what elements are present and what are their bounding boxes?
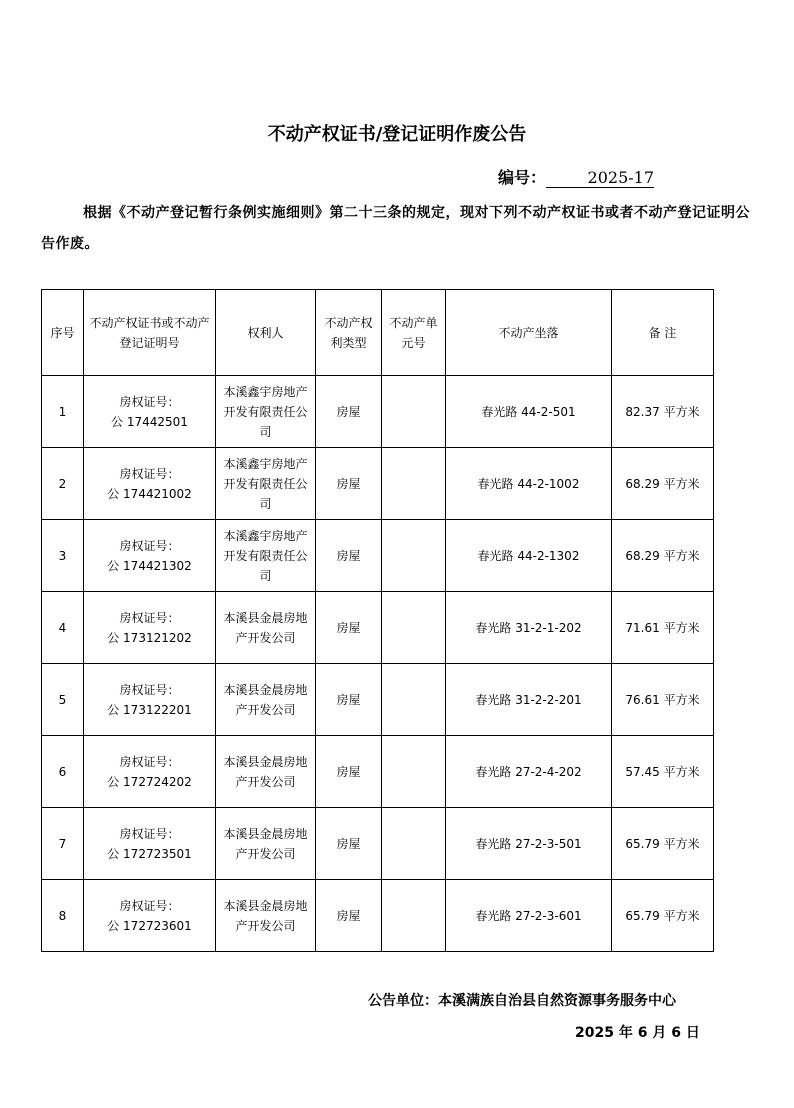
cell-type xyxy=(316,448,382,520)
cell-note xyxy=(612,376,714,448)
cell-unit xyxy=(382,736,446,808)
cell-location-text: 春光路 27-2-4-202 xyxy=(475,764,582,779)
cell-type-text: 房屋 xyxy=(336,620,361,635)
cell-cert xyxy=(84,520,216,592)
cell-note xyxy=(612,448,714,520)
cell-unit xyxy=(382,592,446,664)
cell-type-text: 房屋 xyxy=(336,908,361,923)
cell-location xyxy=(446,448,612,520)
cell-seq xyxy=(42,880,84,952)
cell-note-text: 57.45 平方米 xyxy=(625,764,700,779)
cell-note-text: 65.79 平方米 xyxy=(625,836,700,851)
cell-type-text: 房屋 xyxy=(336,764,361,779)
cell-note-text: 68.29 平方米 xyxy=(625,548,700,563)
cell-cert-text: 公 173122201 xyxy=(107,702,192,717)
cell-location xyxy=(446,880,612,952)
table-row xyxy=(42,592,714,664)
cell-location-text: 春光路 27-2-3-501 xyxy=(475,836,582,851)
cell-type xyxy=(316,376,382,448)
cell-owner xyxy=(216,808,316,880)
notice-date: 2025 年 6 月 6 日 xyxy=(575,1025,700,1041)
cell-cert xyxy=(84,376,216,448)
cell-seq-text: 2 xyxy=(58,476,67,491)
cell-seq-text: 7 xyxy=(58,836,67,851)
cell-note-text: 68.29 平方米 xyxy=(625,476,700,491)
cell-cert-text: 房权证号： xyxy=(119,538,180,553)
cell-location xyxy=(446,664,612,736)
cell-cert-text: 房权证号： xyxy=(119,898,180,913)
cell-owner xyxy=(216,448,316,520)
cell-cert xyxy=(84,664,216,736)
cell-location xyxy=(446,376,612,448)
cell-seq xyxy=(42,808,84,880)
table-row xyxy=(42,808,714,880)
cell-location-text: 春光路 44-2-1002 xyxy=(477,476,580,491)
cell-note xyxy=(612,808,714,880)
cell-cert-text: 房权证号： xyxy=(119,610,180,625)
cell-cert xyxy=(84,880,216,952)
cell-cert-text: 公 172724202 xyxy=(107,774,192,789)
cell-unit xyxy=(382,664,446,736)
header-right-type: 不动产权利类型 xyxy=(316,290,382,376)
cell-note-text: 65.79 平方米 xyxy=(625,908,700,923)
cell-owner xyxy=(216,520,316,592)
cell-seq-text: 8 xyxy=(58,908,67,923)
certificate-table xyxy=(41,289,714,952)
notice-number-value: 2025-17 xyxy=(546,169,654,188)
cell-type xyxy=(316,808,382,880)
cell-type xyxy=(316,880,382,952)
cell-cert-text: 公 174421302 xyxy=(107,558,192,573)
table-row xyxy=(42,376,714,448)
cell-location-text: 春光路 27-2-3-601 xyxy=(475,908,582,923)
cell-seq-text: 4 xyxy=(58,620,67,635)
cell-note-text: 82.37 平方米 xyxy=(625,404,700,419)
cell-owner-text: 本溪县金晨房地产开发公司 xyxy=(223,754,308,789)
cell-location-text: 春光路 31-2-2-201 xyxy=(475,692,582,707)
cell-location-text: 春光路 31-2-1-202 xyxy=(475,620,582,635)
cell-cert-text: 房权证号： xyxy=(119,394,180,409)
cell-owner xyxy=(216,880,316,952)
cell-type-text: 房屋 xyxy=(336,692,361,707)
cell-type xyxy=(316,592,382,664)
cell-type-text: 房屋 xyxy=(336,548,361,563)
notice-number xyxy=(498,165,654,188)
cell-note-text: 76.61 平方米 xyxy=(625,692,700,707)
cell-cert-text: 公 172723601 xyxy=(107,918,192,933)
cell-seq xyxy=(42,664,84,736)
notice-number-label: 编号： xyxy=(498,168,547,187)
cell-cert-text: 公 174421002 xyxy=(107,486,192,501)
cell-location xyxy=(446,736,612,808)
cell-location-text: 春光路 44-2-1302 xyxy=(477,548,580,563)
cell-cert xyxy=(84,448,216,520)
table-header-row xyxy=(42,290,714,376)
cell-owner xyxy=(216,592,316,664)
cell-cert-text: 房权证号： xyxy=(119,682,180,697)
cell-location xyxy=(446,592,612,664)
cell-cert-text: 房权证号： xyxy=(119,826,180,841)
cell-type-text: 房屋 xyxy=(336,476,361,491)
cell-owner xyxy=(216,736,316,808)
cell-unit xyxy=(382,808,446,880)
cell-owner-text: 本溪鑫宇房地产开发有限责任公司 xyxy=(223,528,308,583)
cell-type-text: 房屋 xyxy=(336,836,361,851)
table-row xyxy=(42,664,714,736)
cell-unit xyxy=(382,880,446,952)
cell-cert-text: 房权证号： xyxy=(119,466,180,481)
table-row xyxy=(42,736,714,808)
cell-note-text: 71.61 平方米 xyxy=(625,620,700,635)
issuer: 公告单位：本溪满族自治县自然资源事务服务中心 xyxy=(368,993,676,1009)
table-row xyxy=(42,448,714,520)
header-unit-no: 不动产单元号 xyxy=(382,290,446,376)
cell-cert xyxy=(84,736,216,808)
cell-cert-text: 房权证号： xyxy=(119,754,180,769)
cell-seq-text: 3 xyxy=(58,548,67,563)
cell-type xyxy=(316,736,382,808)
cell-note xyxy=(612,664,714,736)
cell-type xyxy=(316,664,382,736)
cell-seq-text: 5 xyxy=(58,692,67,707)
cell-unit xyxy=(382,448,446,520)
cell-cert-text: 公 172723501 xyxy=(107,846,192,861)
cell-type-text: 房屋 xyxy=(336,404,361,419)
cell-seq-text: 1 xyxy=(58,404,67,419)
cell-unit xyxy=(382,520,446,592)
cell-unit xyxy=(382,376,446,448)
cell-seq xyxy=(42,520,84,592)
cell-seq xyxy=(42,592,84,664)
cell-owner xyxy=(216,376,316,448)
cell-owner-text: 本溪县金晨房地产开发公司 xyxy=(223,826,308,861)
cell-location xyxy=(446,520,612,592)
cell-owner-text: 本溪县金晨房地产开发公司 xyxy=(223,898,308,933)
header-seq: 序号 xyxy=(42,290,84,376)
cell-note xyxy=(612,592,714,664)
cell-owner xyxy=(216,664,316,736)
cell-seq xyxy=(42,376,84,448)
cell-seq xyxy=(42,448,84,520)
cell-cert xyxy=(84,808,216,880)
header-owner: 权利人 xyxy=(216,290,316,376)
header-note: 备 注 xyxy=(612,290,714,376)
cell-note xyxy=(612,520,714,592)
header-cert-no: 不动产权证书或不动产登记证明号 xyxy=(84,290,216,376)
cell-note xyxy=(612,880,714,952)
cell-location xyxy=(446,808,612,880)
header-location: 不动产坐落 xyxy=(446,290,612,376)
cell-seq-text: 6 xyxy=(58,764,67,779)
cell-cert xyxy=(84,592,216,664)
cell-note xyxy=(612,736,714,808)
cell-cert-text: 公 17442501 xyxy=(111,414,188,429)
cell-location-text: 春光路 44-2-501 xyxy=(481,404,576,419)
cell-owner-text: 本溪鑫宇房地产开发有限责任公司 xyxy=(223,456,308,511)
cell-owner-text: 本溪县金晨房地产开发公司 xyxy=(223,610,308,645)
intro-paragraph: 根据《不动产登记暂行条例实施细则》第二十三条的规定，现对下列不动产权证书或者不动产登记证明公告作废。 xyxy=(41,205,750,252)
cell-seq xyxy=(42,736,84,808)
cell-owner-text: 本溪县金晨房地产开发公司 xyxy=(223,682,308,717)
table-row xyxy=(42,520,714,592)
cell-owner-text: 本溪鑫宇房地产开发有限责任公司 xyxy=(223,384,308,439)
table-row xyxy=(42,880,714,952)
cell-cert-text: 公 173121202 xyxy=(107,630,192,645)
cell-type xyxy=(316,520,382,592)
page-title: 不动产权证书/登记证明作废公告 xyxy=(267,124,527,145)
